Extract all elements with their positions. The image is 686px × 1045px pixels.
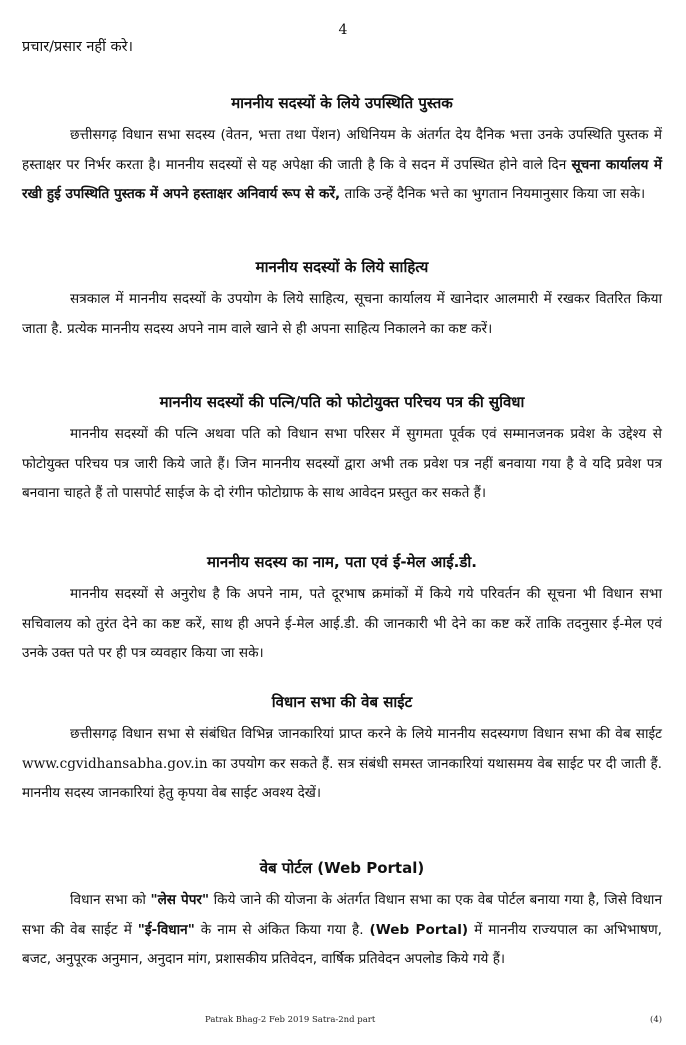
section-paragraph: [22, 886, 662, 975]
section-heading: माननीय सदस्यों की पत्नि/पति को फोटोयुक्त परिचय पत्र की सुविधा: [159, 393, 525, 411]
paragraph-text: ताकि उन्हें दैनिक भत्ते का भुगतान नियमानुसार किया जा सके।: [340, 186, 646, 202]
paragraph-text: छत्तीसगढ़ विधान सभा सदस्य (वेतन, भत्ता तथा पेंशन) अधिनियम के अंतर्गत देय दैनिक भत्ता उनके उपस्थिति पुस्तक में हस्ताक्षर पर निर्भर करता है। माननीय सदस्यों से यह अपेक्षा की जाती है कि वे सदन में उपस्थित होने वाले दिन: [22, 127, 662, 173]
paragraph-text: सत्रकाल में माननीय सदस्यों के उपयोग के लिये साहित्य, सूचना कार्यालय में खानेदार आलमारी में रखकर वितरित किया जाता है. प्रत्येक माननीय सदस्य अपने नाम वाले खाने से ही अपना साहित्य निकालने का कष्ट करें।: [22, 291, 662, 337]
paragraph-text: विधान सभा को: [70, 892, 151, 908]
section-heading: माननीय सदस्यों के लिये साहित्य: [255, 258, 429, 276]
paragraph-text: किये जाने की योजना के अंतर्गत विधान सभा का एक वेब पोर्टल बनाया गया है, जिसे विधान सभा की वेब साईट में: [22, 892, 662, 938]
paragraph-text: माननीय सदस्यों की पत्नि अथवा पति को विधान सभा परिसर में सुगमता पूर्वक एवं सम्मानजनक प्रवेश के उद्देश्य से फोटोयुक्त परिचय पत्र जारी किये जाते हैं। जिन माननीय सदस्यों द्वारा अभी तक प्रवेश पत्र नहीं बनवाया गया है वे यदि प्रवेश पत्र बनवाना चाहते हैं तो पासपोर्ट साईज के दो रंगीन फोटोग्राफ के साथ आवेदन प्रस्तुत कर सकते हैं।: [22, 426, 662, 501]
section-paragraph: [22, 285, 662, 344]
section-web-portal: [22, 858, 662, 975]
paragraph-bold-text: "ई-विधान": [137, 921, 195, 938]
page-number: 4: [338, 22, 348, 38]
section-photo-id-card: [22, 392, 662, 509]
section-paragraph: [22, 580, 662, 669]
intro-line: प्रचार/प्रसार नहीं करे।: [22, 39, 134, 55]
section-heading: वेब पोर्टल (Web Portal): [259, 859, 425, 877]
section-heading: विधान सभा की वेब साईट: [271, 693, 413, 711]
paragraph-bold-text: (Web Portal): [369, 921, 469, 938]
paragraph-text: छत्तीसगढ़ विधान सभा से संबंधित विभिन्न जानकारियां प्राप्त करने के लिये माननीय सदस्यगण विधान सभा की वेब साईट: [70, 726, 662, 742]
section-website: [22, 692, 662, 809]
paragraph-text: माननीय सदस्यों से अनुरोध है कि अपने नाम, पते दूरभाष क्रमांकों में किये गये परिवर्तन की सूचना भी विधान सभा सचिवालय को तुरंत देने का कष्ट करें, साथ ही अपने ई-मेल आई.डी. की जानकारी भी देने का कष्ट करें ताकि तदनुसार ई-मेल एवं उनके उक्त पते पर ही पत्र व्यवहार किया जा सके।: [22, 586, 662, 661]
section-heading: माननीय सदस्यों के लिये उपस्थिति पुस्तक: [231, 94, 453, 112]
section-paragraph: [22, 720, 662, 809]
section-contact-details: [22, 552, 662, 669]
paragraph-text: का उपयोग कर सकते हैं. सत्र संबंधी समस्त जानकारियां यथासमय वेब साईट पर दी जाती हैं. माननीय सदस्य जानकारियां हेतु कृपया वेब साईट अवश्य देखें।: [22, 755, 662, 801]
website-url: www.cgvidhansabha.gov.in: [22, 755, 208, 772]
paragraph-text: में माननीय राज्यपाल का अभिभाषण, बजट, अनुपूरक अनुमान, अनुदान मांग, प्रशासकीय प्रतिवेदन, वार्षिक प्रतिवेदन अपलोड किये गये हैं।: [22, 921, 662, 967]
footer-reference: Patrak Bhag-2 Feb 2019 Satra-2nd part: [205, 1015, 376, 1025]
section-attendance-book: [22, 93, 662, 210]
paragraph-bold-text: "लेस पेपर": [150, 892, 210, 908]
section-literature: [22, 257, 662, 344]
section-paragraph: [22, 121, 662, 210]
paragraph-bold-text: सूचना कार्यालय में रखी हुई उपस्थिति पुस्तक में अपने हस्ताक्षर अनिवार्य रूप से करें,: [22, 156, 662, 202]
section-paragraph: [22, 420, 662, 509]
paragraph-text: के नाम से अंकित किया गया है.: [194, 921, 370, 938]
footer-page-number: (4): [650, 1015, 663, 1025]
section-heading: माननीय सदस्य का नाम, पता एवं ई-मेल आई.डी.: [207, 553, 477, 571]
